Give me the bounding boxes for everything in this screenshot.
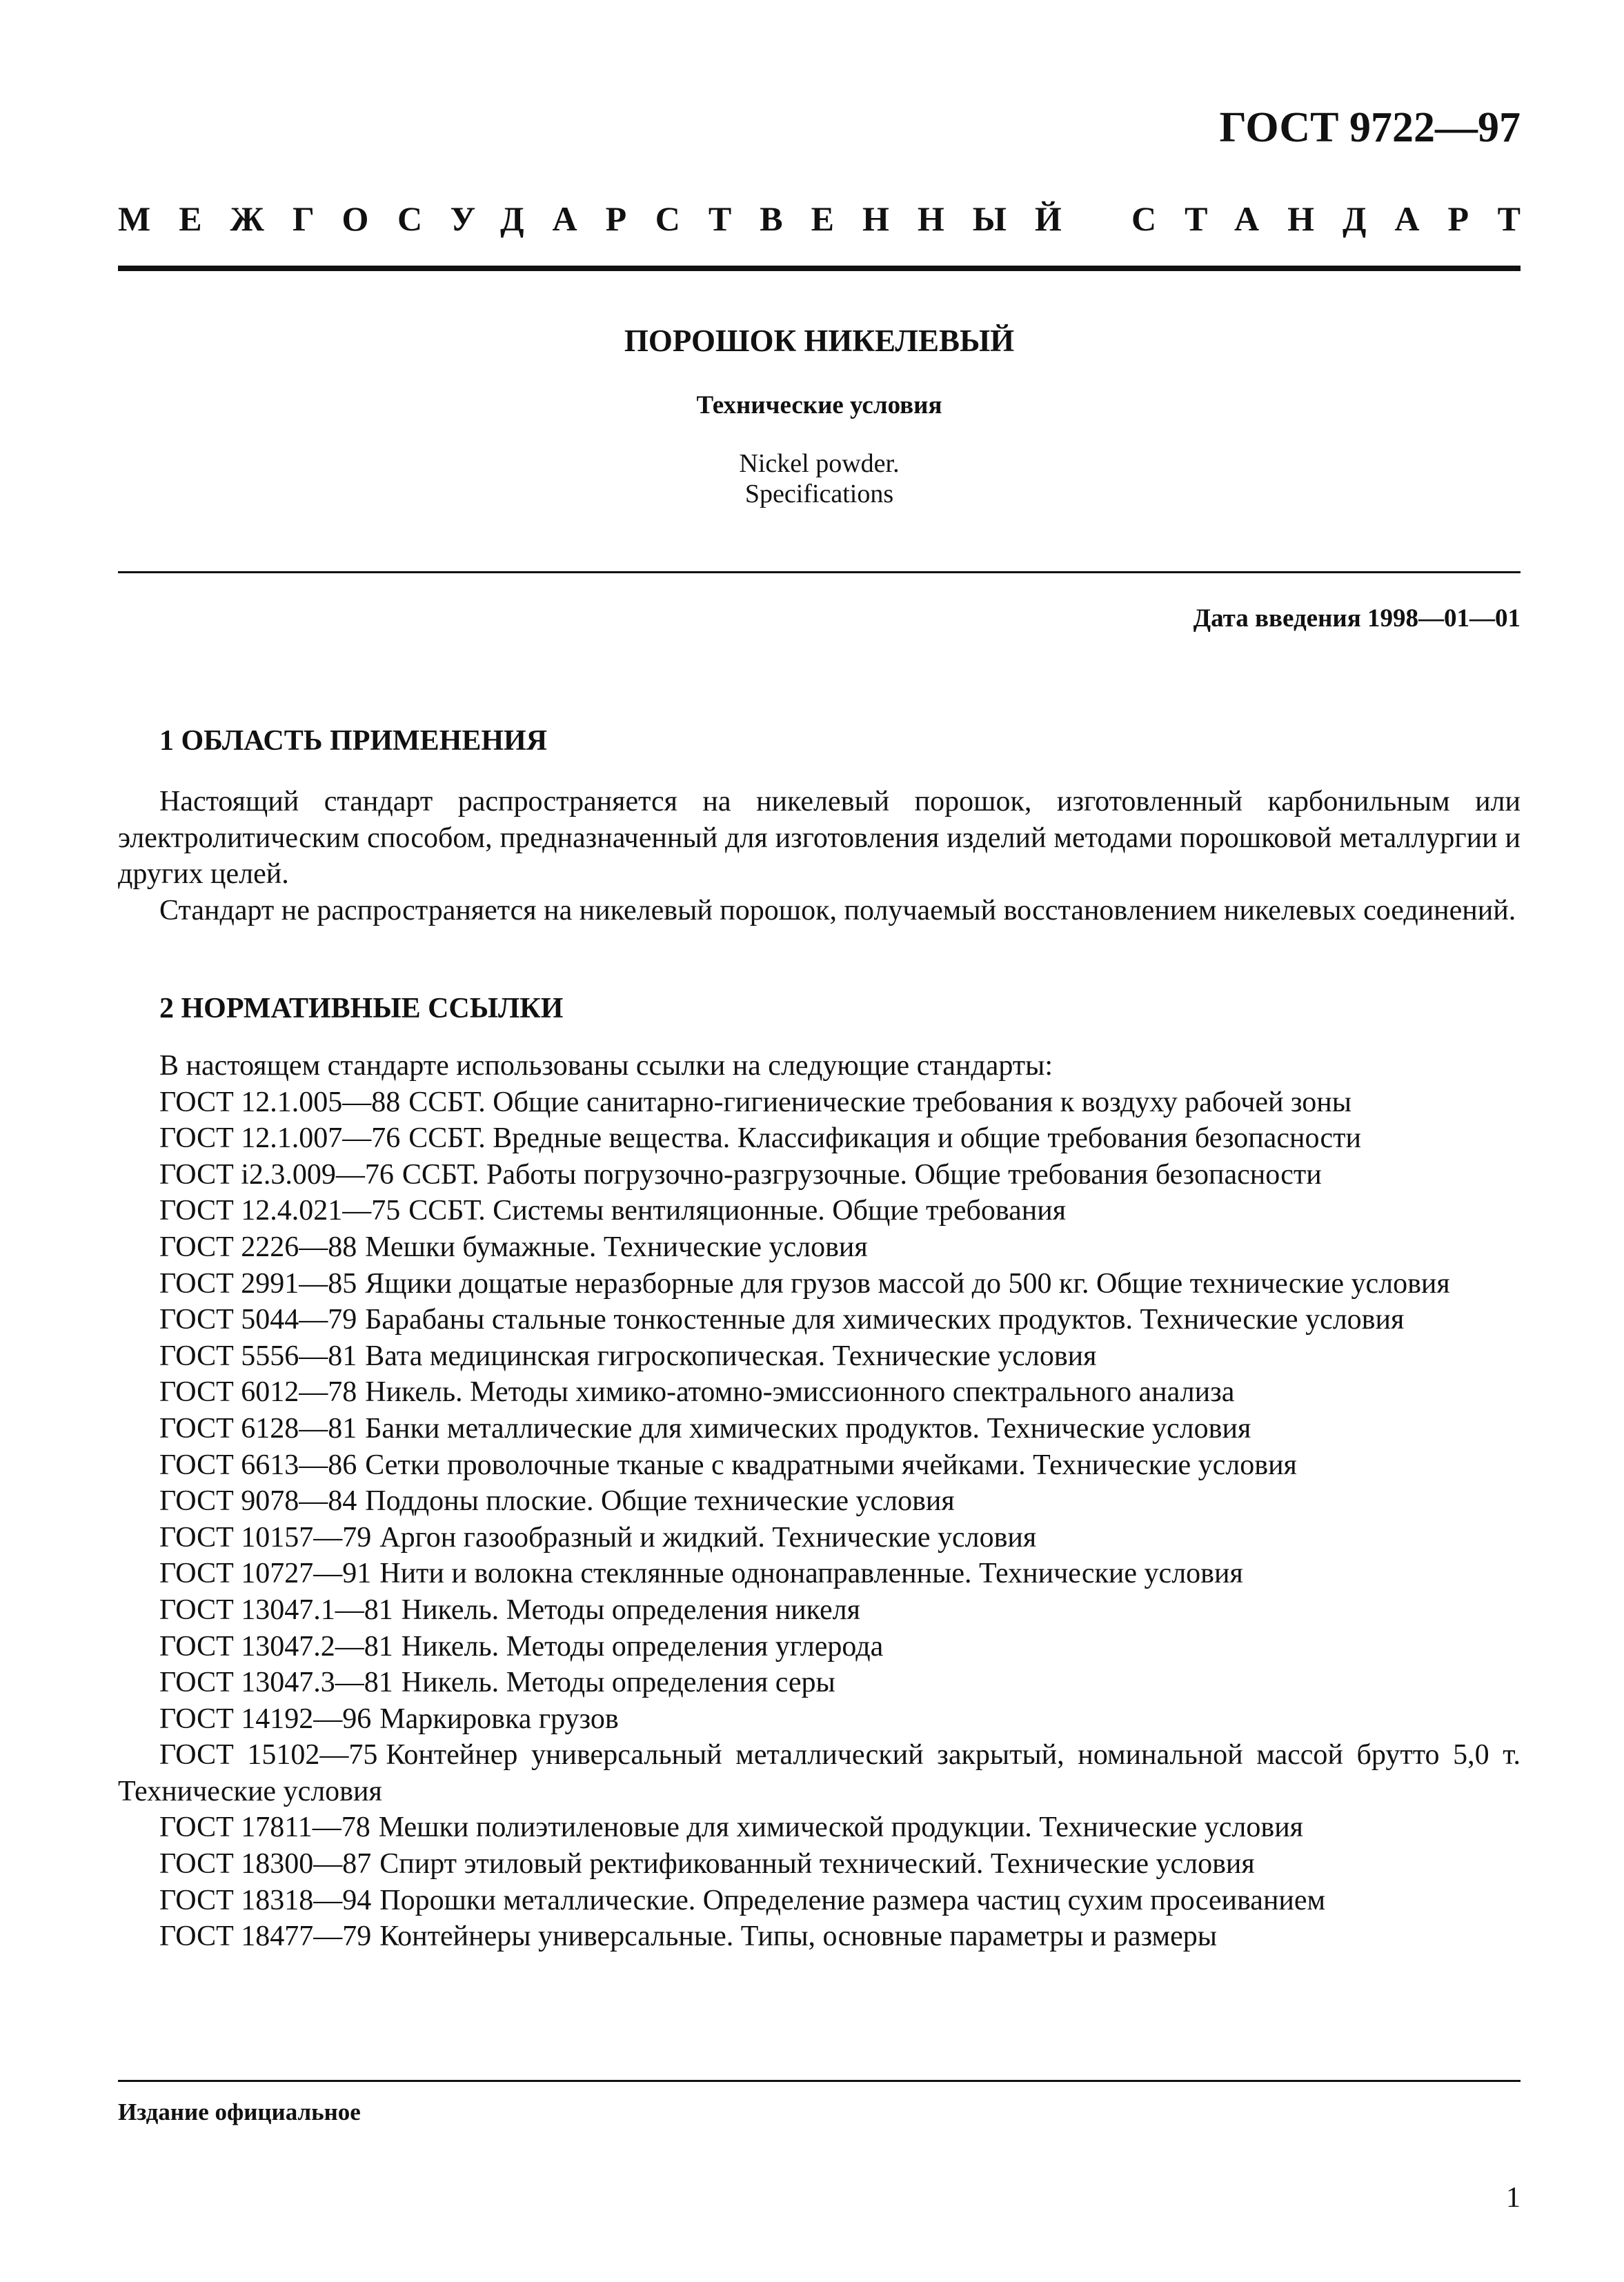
banner-word-interstate: МЕЖГОСУДАРСТВЕННЫЙ: [118, 199, 1090, 238]
reference-code: ГОСТ 12.4.021—75: [159, 1195, 401, 1227]
reference-title: Нити и волокна стеклянные однонаправленные. Технические условия: [379, 1558, 1243, 1590]
reference-title: Контейнер универсальный металлический закрытый, номинальной массой брутто 5,0 т. Технические условия: [118, 1739, 1521, 1807]
reference-title: Поддоны плоские. Общие технические условия: [365, 1485, 955, 1518]
paragraph: Настоящий стандарт распространяется на никелевый порошок, изготовленный карбонильным или электролитическим способом, предназначенный для изготовления изделий методами порошковой металлургии и других целей.: [118, 786, 1521, 891]
reference-item: [118, 1809, 1521, 1846]
reference-code: ГОСТ 13047.3—81: [159, 1667, 393, 1699]
reference-code: ГОСТ 6613—86: [159, 1449, 357, 1481]
reference-code: ГОСТ 5556—81: [159, 1340, 357, 1372]
reference-item: [118, 1556, 1521, 1592]
reference-code: ГОСТ 18300—87: [159, 1848, 372, 1881]
reference-item: [118, 1520, 1521, 1556]
reference-item: [118, 1266, 1521, 1302]
reference-item: [118, 1483, 1521, 1520]
reference-title: Никель. Методы химико-атомно-эмиссионного спектрального анализа: [365, 1376, 1235, 1409]
section-heading-scope: 1 ОБЛАСТЬ ПРИМЕНЕНИЯ: [159, 725, 548, 757]
header-divider: [118, 266, 1521, 271]
reference-code: ГОСТ 12.1.005—88: [159, 1086, 401, 1118]
reference-title: ССБТ. Вредные вещества. Классификация и общие требования безопасности: [408, 1122, 1361, 1155]
reference-title: ССБТ. Общие санитарно-гигиенические требования к воздуху рабочей зоны: [408, 1086, 1351, 1118]
reference-title: Мешки полиэтиленовые для химической продукции. Технические условия: [378, 1812, 1303, 1844]
reference-item: [118, 1338, 1521, 1375]
reference-code: ГОСТ 6012—78: [159, 1376, 357, 1409]
edition-label: Издание официальное: [118, 2099, 361, 2125]
reference-title: Никель. Методы определения углерода: [401, 1630, 884, 1663]
reference-title: Банки металлические для химических продуктов. Технические условия: [365, 1412, 1251, 1445]
reference-code: ГОСТ 18318—94: [159, 1884, 372, 1916]
reference-title: Маркировка грузов: [379, 1703, 619, 1735]
reference-title: Контейнеры универсальные. Типы, основные параметры и размеры: [379, 1921, 1217, 1953]
banner-word-standard: СТАНДАРТ: [1131, 199, 1549, 238]
reference-title: Порошки металлические. Определение размера частиц сухим просеиванием: [379, 1884, 1326, 1916]
reference-code: ГОСТ 13047.2—81: [159, 1630, 393, 1663]
introduction-date: Дата введения 1998—01—01: [1193, 604, 1521, 633]
title-divider: [118, 571, 1521, 573]
reference-item: [118, 1918, 1521, 1955]
english-subtitle: Specifications: [744, 479, 894, 508]
reference-title: ССБТ. Системы вентиляционные. Общие требования: [408, 1195, 1067, 1227]
reference-item: [118, 1665, 1521, 1701]
page-number: 1: [1506, 2182, 1521, 2214]
section-scope-body: [118, 784, 1521, 929]
reference-code: ГОСТ 10727—91: [159, 1558, 372, 1590]
reference-item: [118, 1120, 1521, 1157]
reference-title: ССБТ. Работы погрузочно-разгрузочные. Общие требования безопасности: [402, 1158, 1322, 1191]
document-title: ПОРОШОК НИКЕЛЕВЫЙ: [624, 324, 1015, 358]
reference-item: [118, 1084, 1521, 1121]
references-intro: В настоящем стандарте использованы ссылки на следующие стандарты:: [159, 1050, 1053, 1082]
reference-item: [118, 1447, 1521, 1484]
references-list: [118, 1048, 1521, 1955]
reference-code: ГОСТ 2226—88: [159, 1231, 357, 1263]
reference-code: ГОСТ 9078—84: [159, 1485, 357, 1518]
section-heading-references: 2 НОРМАТИВНЫЕ ССЫЛКИ: [159, 993, 564, 1024]
reference-title: Мешки бумажные. Технические условия: [365, 1231, 868, 1263]
english-title: Nickel powder.: [739, 449, 900, 478]
reference-code: ГОСТ 17811—78: [159, 1812, 370, 1844]
reference-item: [118, 1411, 1521, 1447]
reference-title: Ящики дощатые неразборные для грузов массой до 500 кг. Общие технические условия: [365, 1267, 1450, 1300]
reference-item: [118, 1629, 1521, 1665]
reference-code: ГОСТ 12.1.007—76: [159, 1122, 401, 1155]
reference-code: ГОСТ 2991—85: [159, 1267, 357, 1300]
reference-code: ГОСТ 10157—79: [159, 1521, 372, 1554]
reference-item: [118, 1737, 1521, 1809]
interstate-standard-banner: [118, 199, 1549, 243]
reference-item: [118, 1193, 1521, 1229]
reference-title: Никель. Методы определения никеля: [401, 1594, 860, 1626]
reference-code: ГОСТ 6128—81: [159, 1412, 357, 1445]
reference-item: [118, 1701, 1521, 1738]
reference-title: Аргон газообразный и жидкий. Технические условия: [379, 1521, 1037, 1554]
reference-code: ГОСТ 5044—79: [159, 1304, 357, 1336]
reference-code: ГОСТ 13047.1—81: [159, 1594, 393, 1626]
reference-code: ГОСТ i2.3.009—76: [159, 1158, 394, 1191]
reference-title: Сетки проволочные тканые с квадратными ячейками. Технические условия: [365, 1449, 1297, 1481]
footer-divider: [118, 2080, 1521, 2082]
reference-title: Вата медицинская гигроскопическая. Технические условия: [365, 1340, 1097, 1372]
reference-item: [118, 1229, 1521, 1266]
reference-item: [118, 1157, 1521, 1193]
reference-code: ГОСТ 14192—96: [159, 1703, 372, 1735]
reference-item: [118, 1302, 1521, 1338]
reference-title: Никель. Методы определения серы: [401, 1667, 835, 1699]
document-subtitle: Технические условия: [696, 391, 942, 419]
reference-title: Спирт этиловый ректификованный технический. Технические условия: [379, 1848, 1255, 1881]
reference-item: [118, 1592, 1521, 1629]
reference-item: [118, 1846, 1521, 1883]
reference-item: [118, 1374, 1521, 1411]
paragraph: Стандарт не распространяется на никелевый порошок, получаемый восстановлением никелевых соединений.: [159, 894, 1516, 926]
reference-title: Барабаны стальные тонкостенные для химических продуктов. Технические условия: [365, 1304, 1405, 1336]
reference-item: [118, 1883, 1521, 1919]
reference-code: ГОСТ 15102—75: [159, 1739, 378, 1772]
document-code: ГОСТ 9722—97: [1219, 104, 1521, 151]
reference-code: ГОСТ 18477—79: [159, 1921, 372, 1953]
